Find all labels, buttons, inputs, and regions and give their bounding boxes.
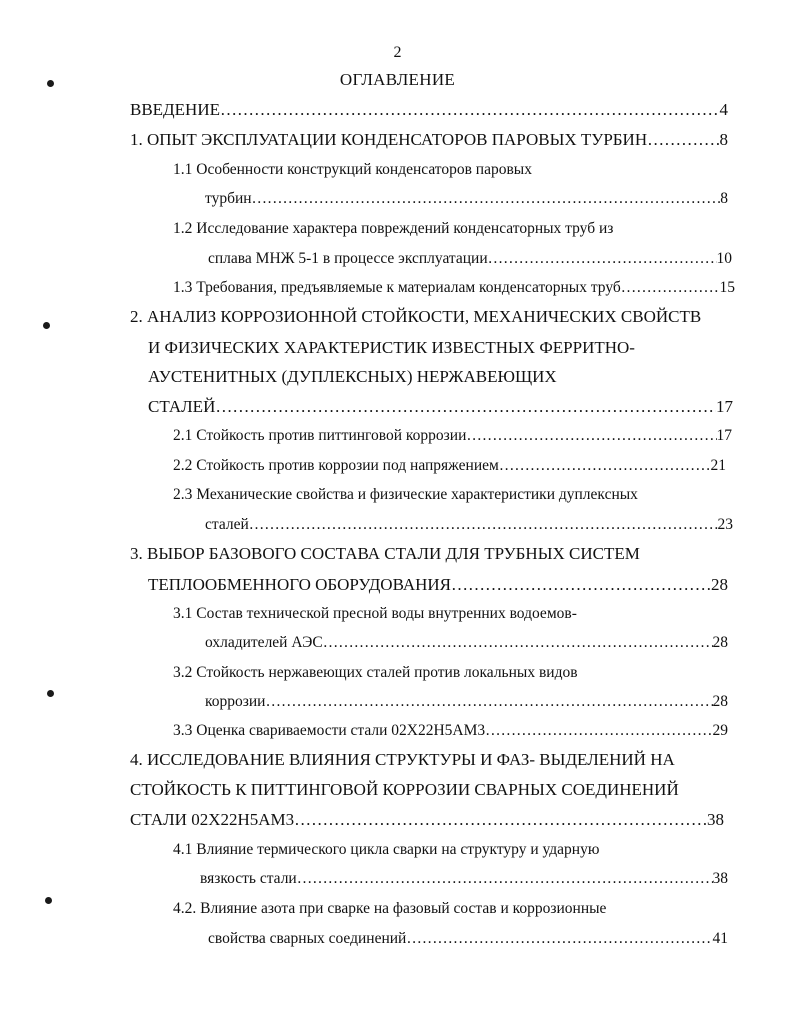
toc-entry[interactable] bbox=[173, 720, 728, 742]
toc-entry-title: 3. ВЫБОР БАЗОВОГО СОСТАВА СТАЛИ ДЛЯ ТРУБНЫХ СИСТЕМ bbox=[130, 544, 640, 563]
toc-entry-page: 29 bbox=[712, 722, 728, 739]
toc-entry-page: 15 bbox=[719, 279, 735, 296]
toc-entry[interactable] bbox=[130, 99, 728, 121]
toc-entry-page: 17 bbox=[716, 397, 733, 416]
toc-title: ОГЛАВЛЕНИЕ bbox=[339, 70, 456, 89]
toc-entry[interactable] bbox=[173, 455, 726, 477]
toc-entry-title: 2.2 Стойкость против коррозии под напряжением …………………………………………………………………………………………………………………………………………… bbox=[173, 455, 711, 477]
toc-entry[interactable] bbox=[148, 396, 733, 418]
toc-entry-title-cont: охладителей АЭС …………………………………………………………………………………………………………………………………………… bbox=[205, 632, 713, 654]
toc-entry[interactable] bbox=[205, 188, 728, 210]
toc-entry-page: 4 bbox=[719, 100, 728, 119]
toc-entry-line bbox=[148, 337, 730, 359]
toc-entry[interactable] bbox=[148, 574, 728, 596]
toc-entry-title: 1. ОПЫТ ЭКСПЛУАТАЦИИ КОНДЕНСАТОРОВ ПАРОВЫХ ТУРБИН …………………………………………………………………………………………………………………………………………… bbox=[130, 129, 720, 151]
toc-entry-line bbox=[173, 662, 728, 684]
toc-entry[interactable] bbox=[208, 928, 728, 950]
binding-hole-mark bbox=[47, 80, 54, 87]
toc-entry[interactable] bbox=[130, 809, 724, 831]
toc-entry-page: 21 bbox=[710, 457, 726, 474]
toc-entry-line bbox=[173, 484, 733, 506]
toc-entry-title-cont: сталей …………………………………………………………………………………………………………………………………………… bbox=[205, 514, 718, 536]
toc-entry-title-cont: коррозии …………………………………………………………………………………………………………………………………………… bbox=[205, 691, 713, 713]
toc-entry-page: 10 bbox=[716, 250, 732, 267]
toc-entry-title: 2.1 Стойкость против питтинговой коррозии …………………………………………………………………………………………………………………………………………… bbox=[173, 425, 717, 447]
toc-entry-title-cont: вязкость стали …………………………………………………………………………………………………………………………………………… bbox=[200, 868, 713, 890]
toc-entry[interactable] bbox=[205, 691, 728, 713]
toc-entry-line bbox=[173, 218, 728, 240]
toc-entry-title: 2. АНАЛИЗ КОРРОЗИОННОЙ СТОЙКОСТИ, МЕХАНИЧЕСКИХ СВОЙСТВ bbox=[130, 307, 702, 326]
toc-entry-title: ВВЕДЕНИЕ …………………………………………………………………………………………………………………………………………… bbox=[130, 99, 720, 121]
toc-entry[interactable] bbox=[130, 129, 728, 151]
toc-entry-title-cont: ТЕПЛООБМЕННОГО ОБОРУДОВАНИЯ …………………………………………………………………………………………………………………………………………… bbox=[148, 574, 711, 596]
toc-entry-page: 17 bbox=[716, 427, 732, 444]
toc-entry-title: 1.3 Требования, предъявляемые к материалам конденсаторных труб …………………………………………………………………………………………………………………………………………… bbox=[173, 277, 720, 299]
toc-entry-line bbox=[130, 749, 730, 771]
toc-entry-page: 28 bbox=[712, 634, 728, 651]
toc-entry-title-cont: сплава МНЖ 5-1 в процессе эксплуатации …………………………………………………………………………………………………………………………………………… bbox=[208, 248, 717, 270]
toc-entry-title: 4.2. Влияние азота при сварке на фазовый состав и коррозионные bbox=[173, 900, 607, 917]
binding-hole-mark bbox=[47, 690, 54, 697]
toc-entry-page: 8 bbox=[720, 190, 728, 207]
toc-entry-line bbox=[173, 159, 728, 181]
toc-entry-title: 4. ИССЛЕДОВАНИЕ ВЛИЯНИЯ СТРУКТУРЫ И ФАЗ- ВЫДЕЛЕНИЙ НА bbox=[130, 750, 675, 769]
toc-entry-title-cont: СТАЛИ 02Х22Н5АМ3 …………………………………………………………………………………………………………………………………………… bbox=[130, 809, 707, 831]
toc-entry-title-cont: АУСТЕНИТНЫХ (ДУПЛЕКСНЫХ) НЕРЖАВЕЮЩИХ bbox=[148, 367, 557, 386]
toc-entry-page: 8 bbox=[719, 130, 728, 149]
toc-entry[interactable] bbox=[173, 277, 735, 299]
toc-entry-line bbox=[173, 898, 733, 920]
toc-entry-title-cont: СТОЙКОСТЬ К ПИТТИНГОВОЙ КОРРОЗИИ СВАРНЫХ СОЕДИНЕНИЙ bbox=[130, 780, 679, 799]
toc-entry-title: 3.3 Оценка свариваемости стали 02Х22Н5АМ3 …………………………………………………………………………………………………………………………………………… bbox=[173, 720, 713, 742]
toc-entry-title: 1.1 Особенности конструкций конденсаторов паровых bbox=[173, 161, 532, 178]
toc-entry-page: 38 bbox=[712, 870, 728, 887]
toc-entry-title-cont: свойства сварных соединений …………………………………………………………………………………………………………………………………………… bbox=[208, 928, 713, 950]
toc-entry[interactable] bbox=[173, 425, 732, 447]
toc-entry[interactable] bbox=[208, 248, 732, 270]
toc-entry-line bbox=[130, 779, 730, 801]
toc-entry-title: 3.1 Состав технической пресной воды внутренних водоемов- bbox=[173, 605, 577, 622]
binding-hole-mark bbox=[43, 322, 50, 329]
toc-entry-page: 23 bbox=[717, 516, 733, 533]
toc-entry-line bbox=[130, 306, 730, 328]
toc-entry-line bbox=[148, 366, 730, 388]
toc-entry-page: 41 bbox=[712, 930, 728, 947]
toc-entry-page: 28 bbox=[712, 693, 728, 710]
toc-entry-line bbox=[173, 839, 728, 861]
page-number: 2 bbox=[393, 44, 402, 61]
toc-entry-page: 38 bbox=[707, 810, 724, 829]
toc-entry-title: 3.2 Стойкость нержавеющих сталей против локальных видов bbox=[173, 664, 578, 681]
toc-entry-title: 2.3 Механические свойства и физические характеристики дуплексных bbox=[173, 486, 638, 503]
toc-entry[interactable] bbox=[205, 632, 728, 654]
toc-entry[interactable] bbox=[205, 514, 733, 536]
toc-entry-title-cont: турбин …………………………………………………………………………………………………………………………………………… bbox=[205, 188, 720, 210]
toc-entry-title-cont: СТАЛЕЙ …………………………………………………………………………………………………………………………………………… bbox=[148, 396, 716, 418]
toc-entry-line bbox=[130, 543, 730, 565]
toc-entry-title-cont: И ФИЗИЧЕСКИХ ХАРАКТЕРИСТИК ИЗВЕСТНЫХ ФЕРРИТНО- bbox=[148, 338, 635, 357]
toc-entry-title: 1.2 Исследование характера повреждений конденсаторных труб из bbox=[173, 220, 614, 237]
toc-entry-line bbox=[173, 603, 728, 625]
toc-entry-title: 4.1 Влияние термического цикла сварки на структуру и ударную bbox=[173, 841, 600, 858]
binding-hole-mark bbox=[45, 897, 52, 904]
toc-entry-page: 28 bbox=[711, 575, 728, 594]
toc-entry[interactable] bbox=[200, 868, 728, 890]
